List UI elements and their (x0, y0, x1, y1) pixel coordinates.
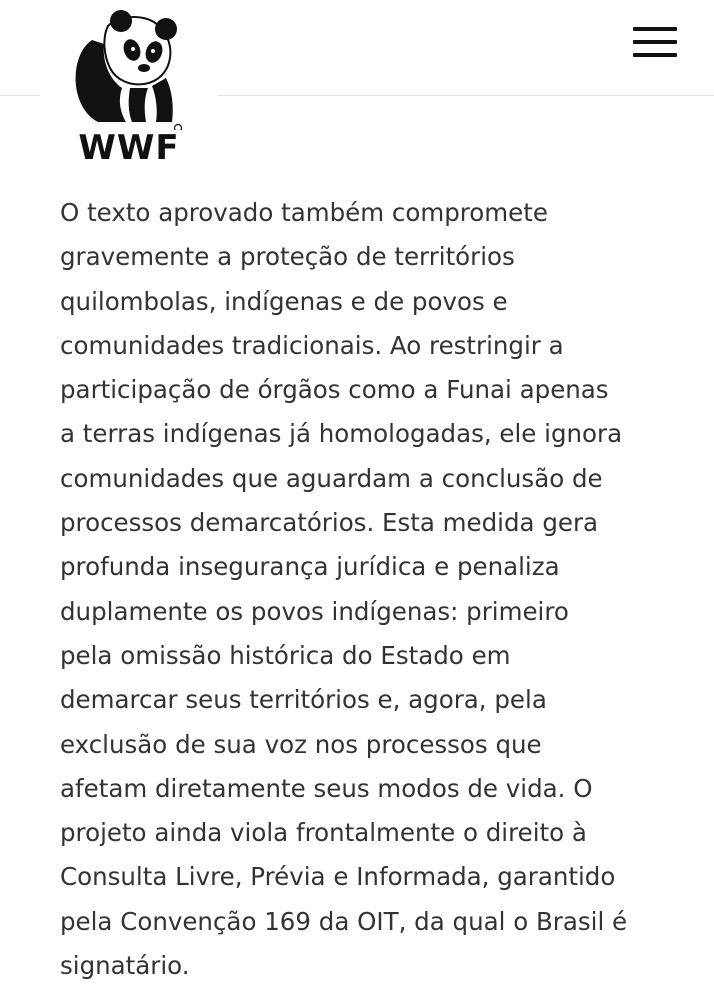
paragraph-line: participação de órgãos como a Funai apenas (60, 375, 609, 405)
paragraph-line: demarcar seus territórios e, agora, pela (60, 685, 547, 715)
paragraph-line: comunidades tradicionais. Ao restringir a (60, 330, 564, 360)
paragraph-line: processos demarcatórios. Esta medida gera (60, 508, 599, 538)
paragraph-line: exclusão de sua voz nos processos que (60, 729, 542, 759)
paragraph-line: O texto aprovado também compromete (60, 198, 548, 227)
article-body (60, 191, 680, 988)
paragraph-line: a terras indígenas já homologadas, ele ignora (60, 419, 623, 449)
paragraph-line: gravemente a proteção de territórios (60, 242, 515, 272)
paragraph-line: pela Convenção 169 da OIT, da qual o Brasil é (60, 906, 628, 936)
paragraph-line: pela omissão histórica do Estado em (60, 640, 511, 670)
paragraph-line: profunda insegurança jurídica e penaliza (60, 552, 560, 582)
menu-button[interactable] (628, 22, 682, 62)
article-paragraph (60, 191, 680, 988)
paragraph-line: Consulta Livre, Prévia e Informada, garantido (60, 862, 616, 892)
paragraph-line: signatário. (60, 951, 190, 981)
paragraph-line: projeto ainda viola frontalmente o direito à (60, 818, 587, 848)
paragraph-line: quilombolas, indígenas e de povos e (60, 286, 508, 316)
paragraph-line: duplamente os povos indígenas: primeiro (60, 596, 569, 626)
wwf-panda-icon (40, 0, 218, 130)
site-header (0, 0, 714, 168)
wwf-logo[interactable] (40, 0, 218, 178)
paragraph-line: comunidades que aguardam a conclusão de (60, 463, 603, 493)
paragraph-line: afetam diretamente seus modos de vida. O (60, 773, 593, 803)
wwf-logo-text: WWF (78, 128, 180, 168)
